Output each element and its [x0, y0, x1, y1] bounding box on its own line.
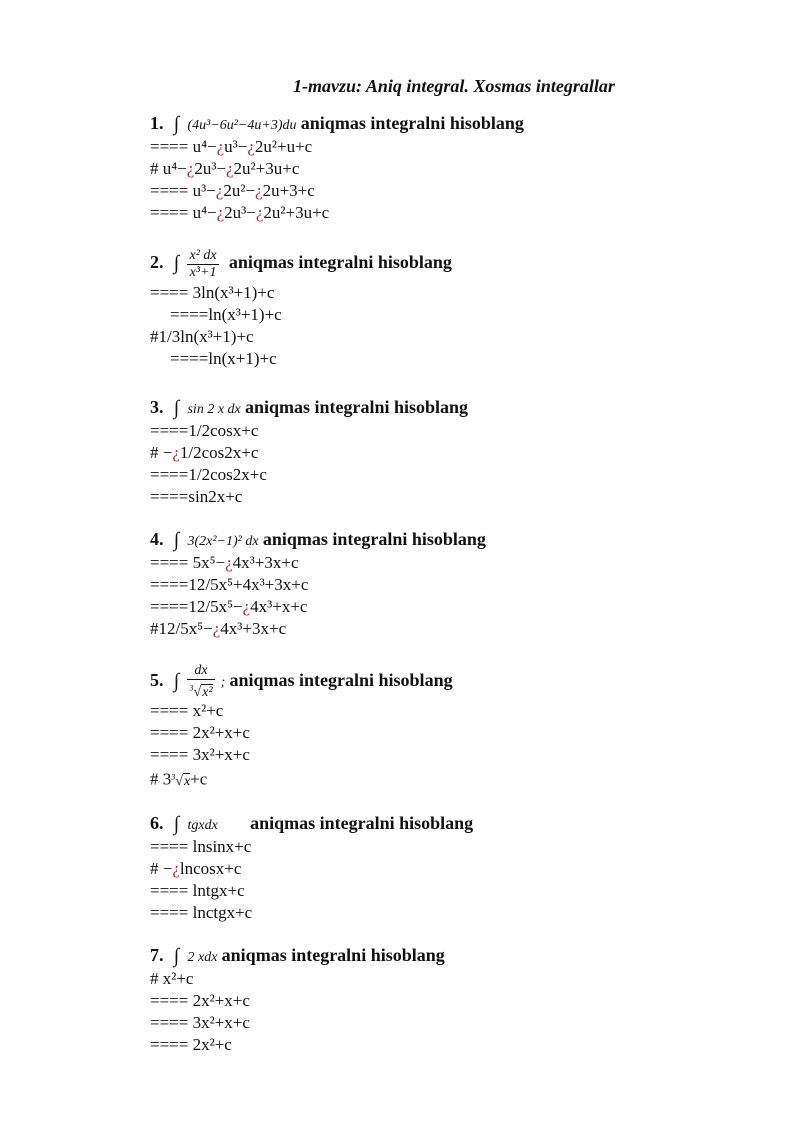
inverted-question-mark: ¿	[255, 203, 264, 222]
question-text: aniqmas integralni hisoblang	[228, 252, 452, 272]
integrand-fraction	[187, 663, 214, 701]
answer-option: ==== 2x²+x+c	[150, 991, 250, 1010]
question-number: 3.	[150, 397, 164, 417]
root-index: 3	[189, 683, 194, 693]
integral-sign-icon: ∫	[173, 945, 180, 967]
fraction-numerator: dx	[187, 663, 214, 680]
integrand: 2 xdx	[187, 950, 218, 965]
integral-sign-icon: ∫	[173, 252, 180, 274]
question-3	[150, 394, 468, 508]
answer-option: ==== 3x²+x+c	[150, 1013, 250, 1032]
answer-option: ==== 5x⁵−¿4x³+3x+c	[150, 553, 299, 572]
answer-option: ==== 3x²+x+c	[150, 745, 250, 764]
root-radicand: x	[183, 773, 191, 789]
answer-option: ==== lntgx+c	[150, 881, 245, 900]
answer-option: ==== 2x²+x+c	[150, 723, 250, 742]
answer-option	[150, 766, 453, 788]
answer-option: ==== u³−¿2u²−¿2u+3+c	[150, 181, 315, 200]
question-6	[150, 810, 473, 924]
question-2	[150, 242, 452, 370]
inverted-question-mark: ¿	[215, 181, 224, 200]
fraction-denominator: x³+1	[189, 264, 217, 280]
integrand: (4u³−6u²−4u+3)du	[187, 118, 297, 133]
inverted-question-mark: ¿	[216, 203, 225, 222]
question-text: aniqmas integralni hisoblang	[229, 670, 453, 690]
question-text: aniqmas integralni hisoblang	[250, 813, 474, 833]
integrand: tgxdx	[187, 818, 218, 833]
question-text: aniqmas integralni hisoblang	[262, 529, 486, 549]
answer-option: ====sin2x+c	[150, 487, 243, 506]
integral-sign-icon: ∫	[173, 397, 180, 419]
cube-root: $^3$√x²	[189, 683, 213, 700]
answer-option: ==== u⁴−¿2u³−¿2u²+3u+c	[150, 203, 330, 222]
inverted-question-mark: ¿	[212, 619, 221, 638]
inverted-question-mark: ¿	[247, 137, 255, 156]
inverted-question-mark: ¿	[225, 553, 233, 572]
inverted-question-mark: ¿	[186, 159, 195, 178]
question-4	[150, 526, 486, 640]
answer-option: ==== 2x²+c	[150, 1035, 232, 1054]
question-number: 2.	[150, 252, 164, 272]
integrand: sin 2 x dx	[187, 402, 241, 417]
fraction-denominator	[187, 680, 214, 701]
root-index: 3	[171, 772, 176, 781]
question-number: 4.	[150, 529, 164, 549]
question-number: 6.	[150, 813, 164, 833]
answer-option: # u⁴−¿2u³−¿2u²+3u+c	[150, 159, 300, 178]
question-5	[150, 660, 453, 788]
answer-option: #12/5x⁵−¿4x³+3x+c	[150, 619, 287, 638]
root-radicand: x²	[202, 684, 213, 700]
integral-sign-icon: ∫	[173, 813, 180, 835]
question-text: aniqmas integralni hisoblang	[245, 397, 469, 417]
integrand: 3(2x²−1)² dx	[187, 534, 259, 549]
answer-option: ==== lnsinx+c	[150, 837, 252, 856]
answer-option: # −¿lncosx+c	[150, 859, 242, 878]
answer-option: # x²+c	[150, 969, 194, 988]
answer-option: ==== 3ln(x³+1)+c	[150, 283, 275, 302]
answer-option: ==== lnctgx+c	[150, 903, 253, 922]
answer-option: ==== x²+c	[150, 701, 224, 720]
question-text: aniqmas integralni hisoblang	[221, 945, 445, 965]
answer-option: ====12/5x⁵+4x³+3x+c	[150, 575, 309, 594]
question-number: 5.	[150, 670, 164, 690]
integral-sign-icon: ∫	[173, 670, 180, 692]
answer-option: ====ln(x³+1)+c	[170, 305, 282, 324]
inverted-question-mark: ¿	[216, 137, 225, 156]
inverted-question-mark: ¿	[242, 597, 251, 616]
answer-prefix: # 3	[150, 769, 172, 789]
question-text: aniqmas integralni hisoblang	[300, 113, 524, 133]
answer-tail: +c	[190, 769, 208, 789]
question-7	[150, 942, 445, 1056]
answer-option: ==== u⁴−¿u³−¿2u²+u+c	[150, 137, 313, 156]
integral-sign-icon: ∫	[173, 113, 180, 135]
fraction-numerator: x² dx	[189, 247, 217, 263]
inverted-question-mark: ¿	[172, 443, 180, 462]
question-number: 7.	[150, 945, 164, 965]
answer-option: ====ln(x+1)+c	[170, 349, 277, 368]
answer-option: # −¿1/2cos2x+c	[150, 443, 259, 462]
inverted-question-mark: ¿	[226, 159, 234, 178]
integral-sign-icon: ∫	[173, 529, 180, 551]
answer-option: ====1/2cos2x+c	[150, 465, 267, 484]
answer-option: ====1/2cosx+c	[150, 421, 259, 440]
answer-option: ====12/5x⁵−¿4x³+x+c	[150, 597, 308, 616]
cube-root: $^3$√x	[171, 772, 191, 789]
formula-suffix: ;	[220, 675, 226, 690]
integrand-fraction	[187, 248, 218, 281]
page-title: 1-mavzu: Aniq integral. Xosmas integrallar	[293, 76, 615, 96]
question-1	[150, 110, 524, 224]
question-number: 1.	[150, 113, 164, 133]
inverted-question-mark: ¿	[255, 181, 263, 200]
inverted-question-mark: ¿	[172, 859, 180, 878]
answer-option: #1/3ln(x³+1)+c	[150, 327, 254, 346]
